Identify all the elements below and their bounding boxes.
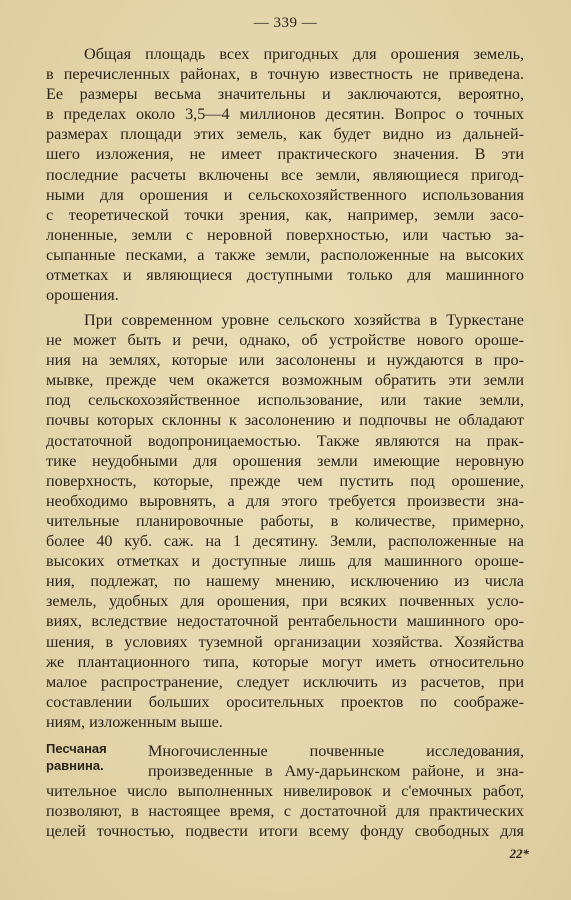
text-line: малое распространение, следует исключить из расчетов, при	[46, 672, 524, 691]
text-line: земель, удобных для орошения, при всяких почвенных усло-	[46, 592, 524, 611]
paragraph-1	[46, 44, 524, 305]
text-line: с теоретической точки зрения, как, например, земли засо-	[46, 205, 524, 224]
text-line: чительное число выполненных нивелировок и с'емочных работ,	[46, 782, 524, 800]
text-line: При современном уровне сельского хозяйства в Туркестане	[84, 311, 524, 329]
text-line: ниям, изложенным выше.	[46, 712, 223, 731]
text-line: под сельскохозяйственное использование, или такие земли,	[46, 391, 524, 410]
text-line: ными для орошения и сельскохозяйственного использования	[46, 185, 524, 204]
text-line: мывке, прежде чем окажется возможным обратить эти земли	[46, 371, 524, 390]
text-line: шения, в условиях туземной организации хозяйства. Хозяйства	[46, 632, 524, 651]
text-line: чительные планировочные работы, в количестве, примерно,	[46, 511, 524, 530]
text-line: целей точностью, подвести итоги всему фонду свободных для	[46, 822, 524, 841]
text-line: высоких отметках и доступные лишь для машинного ороше-	[46, 552, 524, 571]
text-line: составлении больших оросительных проектов по соображе-	[46, 692, 524, 711]
paragraph-3-rest	[46, 781, 524, 841]
text-line: Многочисленные почвенные исследования,	[148, 742, 524, 760]
text-line: размерах площади этих земель, как будет видно из дальней-	[46, 125, 524, 144]
text-line: не может быть и речи, однако, об устройстве нового ороше-	[46, 331, 524, 350]
text-line: отметках и являющиеся доступными только для машинного	[46, 266, 524, 285]
text-line: достаточной водопроницаемостью. Также являются на прак-	[46, 431, 524, 450]
page-number: — 339 —	[253, 15, 318, 31]
text-line: почвы которых склонны к засолонению и подпочвы не обладают	[46, 411, 524, 430]
text-line: произведенные в Аму-дарьинском районе, и зна-	[148, 762, 524, 781]
text-line: позволяют, в настоящее время, с достаточной для практических	[46, 802, 524, 821]
text-line: же плантационного типа, которые могут иметь относительно	[46, 652, 524, 671]
text-line: шего изложения, не имеет практического значения. В эти	[46, 145, 524, 164]
text-line: виях, вследствие недостаточной рентабельности машинного оро-	[46, 612, 524, 631]
text-line: тике неудобными для орошения земли имеющие неровную	[46, 451, 524, 470]
text-line: сыпанные песками, а также земли, расположенные на высоких	[46, 245, 524, 264]
text-line: ния на землях, которые или засолонены и нуждаются в про-	[46, 351, 524, 370]
margin-note-line-1: Песчаная	[46, 741, 107, 756]
text-line: в пределах около 3,5—4 миллионов десятин. Вопрос о точных	[46, 105, 524, 124]
printer-signature: 22*	[509, 846, 529, 861]
text-line: в перечисленных районах, в точную известность не приведена.	[46, 65, 524, 84]
text-line: Общая площадь всех пригодных для орошения земель,	[84, 45, 524, 63]
text-line: необходимо выровнять, а для этого требуется произвести зна-	[46, 491, 524, 510]
text-line: лоненные, земли с неровной поверхностью, или частью за-	[46, 225, 524, 244]
text-line: орошения.	[46, 286, 119, 305]
text-line: более 40 куб. саж. на 1 десятину. Земли, расположенные на	[46, 532, 524, 551]
margin-note	[46, 740, 146, 774]
text-line: Ее размеры весьма значительны и заключаются, вероятно,	[46, 85, 524, 104]
text-line: ния, подлежат, по нашему мнению, исключению из числа	[46, 572, 524, 591]
paragraph-3-top	[148, 741, 524, 781]
paragraph-2	[46, 310, 524, 732]
margin-note-line-2: равнина.	[46, 758, 104, 773]
text-line: поверхность, которые, прежде чем пустить под орошение,	[46, 471, 524, 490]
text-line: последние расчеты включены все земли, являющиеся пригод-	[46, 165, 524, 184]
